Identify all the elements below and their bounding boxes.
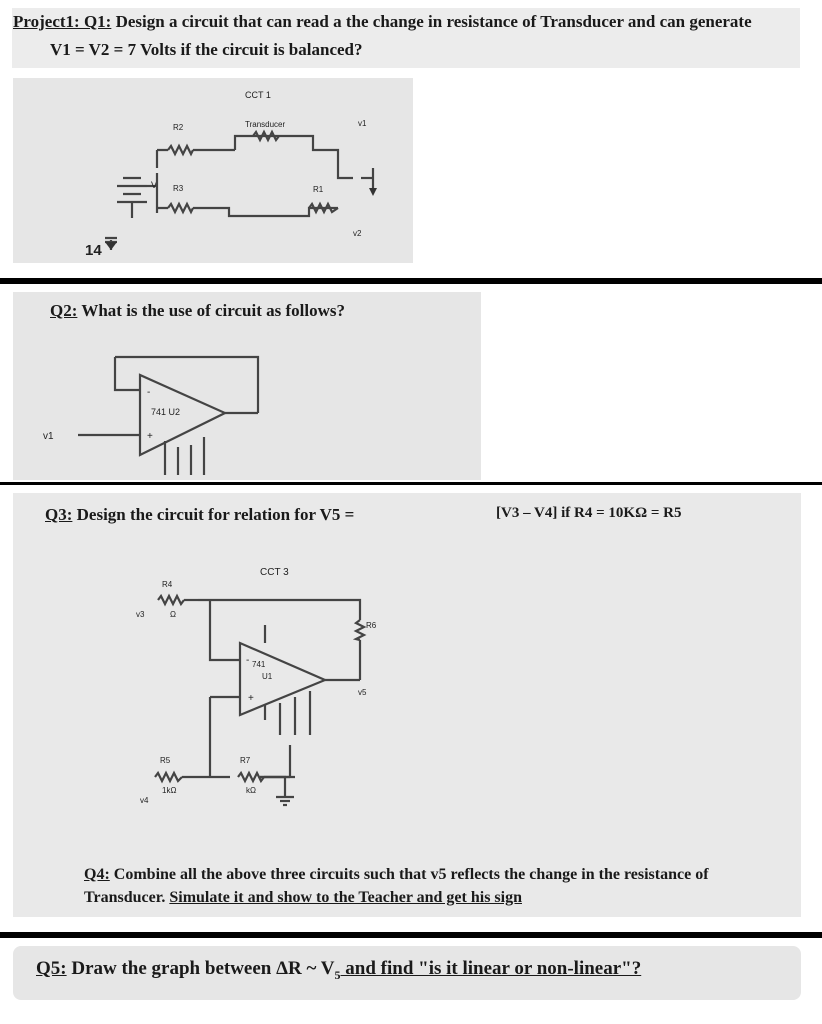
q5-text-b: and find "is it linear or non-linear"? [340, 958, 642, 979]
cct1-diagram [13, 78, 413, 263]
cct3-r6-label: R6 [366, 621, 377, 630]
divider-1 [0, 278, 822, 284]
q3-label: Q3: [45, 505, 73, 524]
q4-text-line2 [84, 889, 522, 907]
q1-text-line2: V1 = V2 = 7 Volts if the circuit is balanced? [50, 40, 363, 59]
cct3-r7-label: R7 [240, 756, 251, 765]
q1-label: Project1: Q1: [13, 12, 112, 31]
q5-text [36, 958, 641, 983]
cct3-r5-value: 1kΩ [162, 786, 177, 795]
cct1-r3-label: R3 [173, 184, 184, 193]
divider-3 [0, 932, 822, 938]
transducer-resistor [253, 132, 279, 140]
q3-question: Design the circuit for relation for V5 = [76, 505, 355, 524]
r7-resistor [238, 773, 264, 781]
q5-text-a: Draw the graph between ΔR ~ V [71, 958, 335, 979]
cct3-opamp-plus: + [248, 693, 254, 704]
r5-resistor [155, 773, 182, 781]
q1-question: Design a circuit that can read a the change in resistance of Transducer and can generate [115, 12, 752, 31]
opamp-u1-triangle [240, 643, 325, 715]
q5-text-sub: 5 [334, 967, 341, 982]
opamp-u2-label: 741 U2 [151, 407, 181, 417]
cct3-diagram [100, 555, 480, 825]
q2-question: What is the use of circuit as follows? [81, 301, 345, 320]
q4-label: Q4: [84, 866, 110, 883]
q4-question: Combine all the above three circuits such that v5 reflects the change in the resistance of [113, 866, 709, 883]
r3-resistor [168, 204, 193, 212]
r6-resistor [356, 620, 364, 640]
cct1-title: CCT 1 [245, 90, 271, 100]
q3-heading [45, 505, 354, 525]
q3-relation: [V3 – V4] if R4 = 10KΩ = R5 [496, 505, 682, 521]
r4-resistor [158, 596, 184, 604]
q5-label: Q5: [36, 958, 67, 979]
q4-text-line1 [84, 866, 709, 884]
cct3-title: CCT 3 [260, 567, 289, 578]
cct3-opamp-a: 741 [252, 660, 266, 669]
cct3-v3-label: v3 [136, 610, 145, 619]
r2-resistor [168, 146, 193, 154]
divider-2 [0, 482, 822, 485]
cct1-r2-label: R2 [173, 123, 184, 132]
cct3-v5-label: v5 [358, 688, 367, 697]
cct3-ground-symbol [276, 797, 294, 805]
q2-heading [50, 301, 345, 321]
opamp-u2-minus: - [147, 387, 151, 398]
opamp-u2-plus: + [147, 431, 153, 442]
cct1-transducer-label: Transducer [245, 120, 286, 129]
buffer-circuit-diagram [13, 345, 481, 475]
cct1-r1-label: R1 [313, 185, 324, 194]
cct3-r4-value: Ω [170, 610, 176, 619]
cct3-opamp-minus: - [246, 655, 250, 666]
cct3-r4-label: R4 [162, 580, 173, 589]
cct3-opamp-b: U1 [262, 672, 273, 681]
cct1-v2-label: v2 [353, 229, 362, 238]
q4-line2b: Simulate it and show to the Teacher and get his sign [169, 889, 522, 906]
cct3-r5-label: R5 [160, 756, 171, 765]
cct3-r7-value: kΩ [246, 786, 256, 795]
q4-line2a: Transducer. [84, 889, 166, 906]
cct1-v1-label: v1 [358, 119, 367, 128]
ground-symbol [361, 168, 377, 196]
cct3-v4-label: v4 [140, 796, 149, 805]
q2-label: Q2: [50, 301, 78, 320]
cct1-supply-label: 14 [85, 242, 102, 259]
q1-text-line1 [13, 12, 752, 32]
cct1-v-label: V [151, 180, 158, 190]
q2-input-label: v1 [43, 431, 54, 442]
